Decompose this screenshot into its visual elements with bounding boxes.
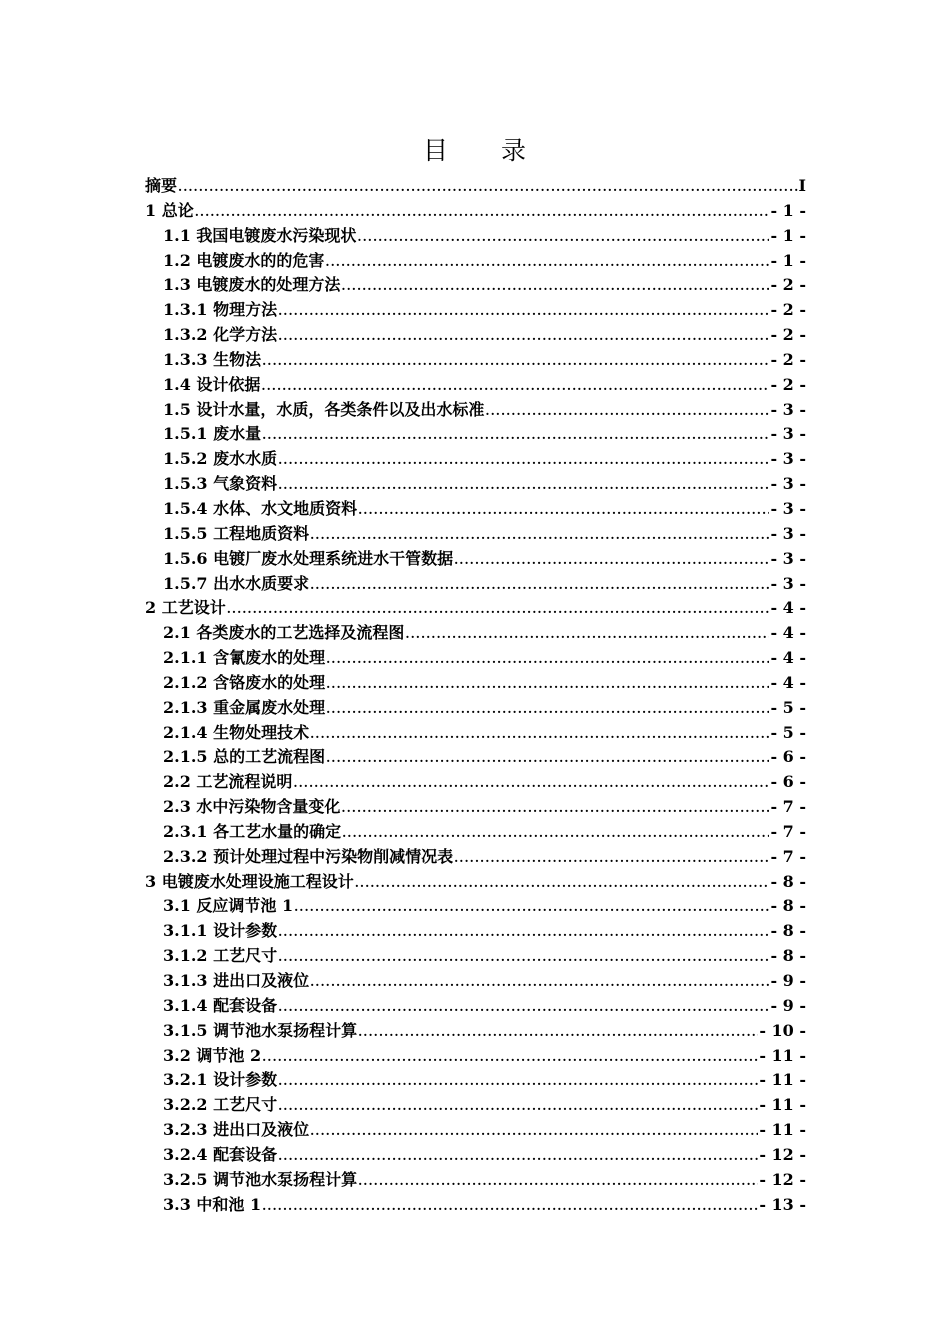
toc-entry[interactable] xyxy=(145,870,806,895)
toc-entry-page-number: - 11 - xyxy=(759,1095,806,1115)
dot-leader xyxy=(278,1144,758,1168)
toc-entry-title: 3.2.5 调节池水泵扬程计算 xyxy=(163,1169,358,1189)
toc-entry-title: 1.5.1 废水量 xyxy=(163,424,262,444)
dot-leader xyxy=(278,448,769,472)
toc-entry[interactable] xyxy=(145,1068,806,1093)
dot-leader xyxy=(278,299,769,323)
toc-entry-page-number: - 3 - xyxy=(770,573,806,593)
toc-entry-page-number: - 4 - xyxy=(770,623,806,643)
toc-entry-page-number: - 3 - xyxy=(770,474,806,494)
toc-entry-page-number: - 6 - xyxy=(770,772,806,792)
toc-entry[interactable] xyxy=(145,994,806,1019)
dot-leader xyxy=(358,498,769,522)
toc-entry-title: 1.5.2 废水水质 xyxy=(163,449,278,469)
toc-entry-page-number: - 7 - xyxy=(770,821,806,841)
toc-entry-title: 1.5.7 出水水质要求 xyxy=(163,573,310,593)
dot-leader xyxy=(195,200,770,224)
dot-leader xyxy=(357,225,769,249)
dot-leader xyxy=(278,1069,758,1093)
toc-entry-title: 2.1.3 重金属废水处理 xyxy=(163,697,326,717)
toc-entry-page-number: - 6 - xyxy=(770,747,806,767)
dot-leader xyxy=(262,349,769,373)
dot-leader xyxy=(294,895,769,919)
toc-entry[interactable] xyxy=(145,422,806,447)
toc-entry-page-number: - 9 - xyxy=(770,971,806,990)
toc-entry-title: 2.3 水中污染物含量变化 xyxy=(163,797,341,817)
dot-leader xyxy=(310,722,769,746)
toc-entry-title: 2.1 各类废水的工艺选择及流程图 xyxy=(163,623,405,643)
toc-entry[interactable] xyxy=(145,944,806,969)
dot-leader xyxy=(355,871,770,895)
toc-entry[interactable] xyxy=(145,1019,806,1044)
toc-entry[interactable] xyxy=(145,199,806,224)
toc-entry-page-number: - 8 - xyxy=(770,921,806,941)
toc-entry[interactable] xyxy=(145,572,806,597)
toc-entry-title: 2.1.2 含铬废水的处理 xyxy=(163,672,326,692)
toc-entry-page-number: - 1 - xyxy=(770,250,806,270)
toc-entry[interactable] xyxy=(145,497,806,522)
toc-entry[interactable] xyxy=(145,1143,806,1168)
toc-entry-title: 3.1 反应调节池 1 xyxy=(163,896,294,916)
toc-entry-page-number: - 3 - xyxy=(770,548,806,568)
toc-entry-page-number: - 4 - xyxy=(770,672,806,692)
toc-entry-page-number: - 1 - xyxy=(770,200,806,220)
toc-entry-title: 3.2.1 设计参数 xyxy=(163,1070,278,1090)
toc-entry-page-number: - 3 - xyxy=(770,399,806,419)
dot-leader xyxy=(178,175,798,199)
toc-entry-page-number: - 7 - xyxy=(770,797,806,817)
toc-entry-title: 3.1.1 设计参数 xyxy=(163,921,278,941)
toc-title: 目 录 xyxy=(422,136,527,165)
dot-leader xyxy=(341,796,769,820)
toc-entry-page-number: - 4 - xyxy=(770,598,806,618)
toc-entry-title: 1.1 我国电镀废水污染现状 xyxy=(163,225,357,245)
dot-leader xyxy=(454,548,769,572)
toc-entry[interactable] xyxy=(145,820,806,845)
toc-entry-title: 2 工艺设计 xyxy=(145,598,226,618)
toc-entry-title: 2.1.5 总的工艺流程图 xyxy=(163,747,326,767)
toc-entry-title: 3.2 调节池 2 xyxy=(163,1045,262,1065)
toc-entry[interactable] xyxy=(145,1168,806,1193)
dot-leader xyxy=(262,1194,758,1218)
dot-leader xyxy=(342,821,769,845)
toc-entry-title: 1 总论 xyxy=(145,200,194,220)
toc-entry[interactable] xyxy=(145,969,806,994)
toc-entry-page-number: - 11 - xyxy=(759,1070,806,1090)
toc-entry-title: 2.3.2 预计处理过程中污染物削减情况表 xyxy=(163,846,454,866)
toc-entry-title: 3.1.5 调节池水泵扬程计算 xyxy=(163,1020,358,1040)
toc-entry[interactable] xyxy=(145,224,806,249)
toc-entry[interactable] xyxy=(145,1193,806,1218)
dot-leader xyxy=(341,274,769,298)
toc-entry-page-number: - 2 - xyxy=(770,325,806,345)
toc-entry[interactable] xyxy=(145,671,806,696)
dot-leader xyxy=(278,920,769,944)
dot-leader xyxy=(325,250,769,274)
toc-entry[interactable] xyxy=(145,547,806,572)
dot-leader xyxy=(293,771,769,795)
toc-entry[interactable] xyxy=(145,919,806,944)
toc-entry-title: 3.2.2 工艺尺寸 xyxy=(163,1095,278,1115)
toc-entry-page-number: - 13 - xyxy=(759,1194,806,1214)
toc-entry[interactable] xyxy=(145,472,806,497)
toc-entry[interactable] xyxy=(145,770,806,795)
toc-entry-title: 1.3.1 物理方法 xyxy=(163,300,278,320)
toc-entry-title: 3.1.2 工艺尺寸 xyxy=(163,946,278,966)
toc-entry[interactable] xyxy=(145,398,806,423)
toc-entry-page-number: - 11 - xyxy=(759,1045,806,1065)
toc-entry[interactable] xyxy=(145,845,806,870)
toc-entry-title: 1.2 电镀废水的的危害 xyxy=(163,250,325,270)
dot-leader xyxy=(278,473,769,497)
toc-entry-title: 2.2 工艺流程说明 xyxy=(163,772,293,792)
toc-entry[interactable] xyxy=(145,323,806,348)
toc-entry-title: 1.3.2 化学方法 xyxy=(163,325,278,345)
dot-leader xyxy=(358,1169,758,1193)
toc-entry[interactable] xyxy=(145,745,806,770)
toc-entry-page-number: - 8 - xyxy=(770,871,806,891)
dot-leader xyxy=(278,1094,758,1118)
dot-leader xyxy=(310,573,769,597)
toc-entry-title: 1.5.6 电镀厂废水处理系统进水干管数据 xyxy=(163,548,454,568)
toc-entry[interactable] xyxy=(145,522,806,547)
toc-entry-title: 3.3 中和池 1 xyxy=(163,1194,262,1214)
table-of-contents xyxy=(145,174,806,1217)
toc-entry[interactable] xyxy=(145,621,806,646)
dot-leader xyxy=(310,523,769,547)
dot-leader xyxy=(405,622,769,646)
dot-leader xyxy=(326,647,769,671)
dot-leader xyxy=(358,1020,758,1044)
dot-leader xyxy=(227,597,770,621)
toc-entry-title: 1.3.3 生物法 xyxy=(163,349,262,369)
dot-leader xyxy=(310,1119,758,1143)
dot-leader xyxy=(261,374,769,398)
toc-entry-title: 摘要 xyxy=(145,176,178,195)
toc-entry[interactable] xyxy=(145,348,806,373)
toc-entry-title: 3.1.3 进出口及液位 xyxy=(163,971,310,990)
toc-entry[interactable] xyxy=(145,1118,806,1143)
toc-entry-title: 1.5.5 工程地质资料 xyxy=(163,523,310,543)
toc-entry-title: 2.1.1 含氰废水的处理 xyxy=(163,648,326,668)
toc-entry[interactable] xyxy=(145,298,806,323)
toc-entry-page-number: - 3 - xyxy=(770,424,806,444)
dot-leader xyxy=(454,846,769,870)
toc-entry[interactable] xyxy=(145,696,806,721)
toc-entry-page-number: - 3 - xyxy=(770,498,806,518)
toc-entry-title: 2.3.1 各工艺水量的确定 xyxy=(163,821,342,841)
dot-leader xyxy=(326,746,769,770)
toc-entry-page-number: - 5 - xyxy=(770,697,806,717)
toc-entry[interactable] xyxy=(145,795,806,820)
toc-entry[interactable] xyxy=(145,373,806,398)
toc-entry-page-number: I xyxy=(798,176,806,195)
toc-entry-page-number: - 9 - xyxy=(770,995,806,1015)
dot-leader xyxy=(262,1045,758,1069)
toc-entry-title: 3.1.4 配套设备 xyxy=(163,995,278,1015)
dot-leader xyxy=(278,324,769,348)
toc-entry-page-number: - 4 - xyxy=(770,648,806,668)
toc-entry[interactable] xyxy=(145,894,806,919)
toc-entry-page-number: - 7 - xyxy=(770,846,806,866)
toc-entry-title: 1.5.3 气象资料 xyxy=(163,474,278,494)
toc-entry-page-number: - 3 - xyxy=(770,449,806,469)
toc-entry[interactable] xyxy=(145,249,806,274)
toc-entry[interactable] xyxy=(145,273,806,298)
toc-entry-page-number: - 2 - xyxy=(770,374,806,394)
toc-entry-title: 1.5 设计水量，水质，各类条件以及出水标准 xyxy=(163,399,485,419)
toc-entry-title: 1.3 电镀废水的处理方法 xyxy=(163,275,341,295)
toc-entry[interactable] xyxy=(145,174,806,199)
dot-leader xyxy=(485,399,769,423)
toc-entry-page-number: - 12 - xyxy=(759,1169,806,1189)
toc-entry-page-number: - 2 - xyxy=(770,349,806,369)
toc-entry[interactable] xyxy=(145,1044,806,1069)
toc-entry-page-number: - 1 - xyxy=(770,225,806,245)
dot-leader xyxy=(310,970,769,994)
toc-entry-page-number: - 2 - xyxy=(770,300,806,320)
toc-entry-page-number: - 2 - xyxy=(770,275,806,295)
toc-entry-page-number: - 8 - xyxy=(770,896,806,916)
dot-leader xyxy=(262,423,769,447)
toc-entry-title: 3.2.4 配套设备 xyxy=(163,1144,278,1164)
toc-entry-title: 3 电镀废水处理设施工程设计 xyxy=(145,871,354,891)
dot-leader xyxy=(326,697,769,721)
toc-entry-page-number: - 8 - xyxy=(770,946,806,966)
toc-entry-page-number: - 10 - xyxy=(759,1020,806,1040)
toc-entry-page-number: - 3 - xyxy=(770,523,806,543)
toc-entry-page-number: - 12 - xyxy=(759,1144,806,1164)
toc-entry-title: 3.2.3 进出口及液位 xyxy=(163,1120,310,1140)
toc-entry[interactable] xyxy=(145,447,806,472)
toc-entry[interactable] xyxy=(145,721,806,746)
toc-entry-page-number: - 5 - xyxy=(770,722,806,742)
dot-leader xyxy=(278,995,769,1019)
toc-entry-page-number: - 11 - xyxy=(759,1120,806,1140)
toc-entry-title: 1.4 设计依据 xyxy=(163,374,261,394)
dot-leader xyxy=(278,945,769,969)
toc-entry[interactable] xyxy=(145,1093,806,1118)
toc-entry[interactable] xyxy=(145,646,806,671)
toc-entry-title: 1.5.4 水体、水文地质资料 xyxy=(163,498,358,518)
toc-entry-title: 2.1.4 生物处理技术 xyxy=(163,722,310,742)
dot-leader xyxy=(326,672,769,696)
toc-entry[interactable] xyxy=(145,596,806,621)
